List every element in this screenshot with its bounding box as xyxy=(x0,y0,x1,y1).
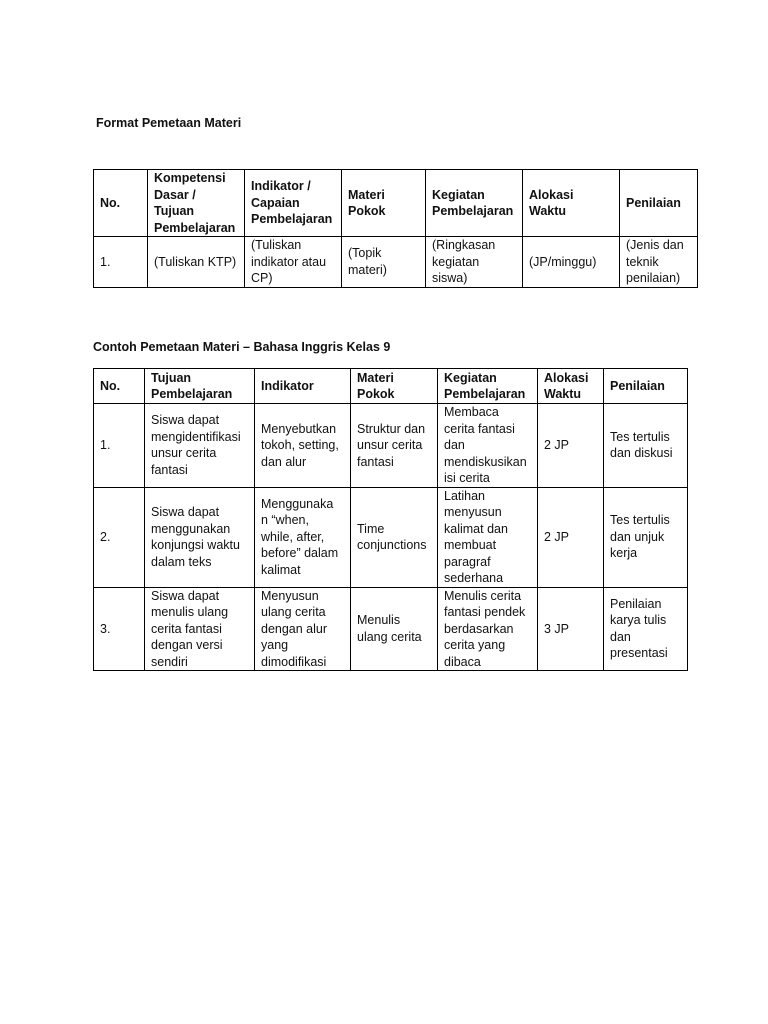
cell-no: 1. xyxy=(94,404,145,488)
cell-alokasi: (JP/minggu) xyxy=(523,237,620,288)
header-penilaian: Penilaian xyxy=(620,170,698,237)
cell-kompetensi-dasar: (Tuliskan KTP) xyxy=(148,237,245,288)
cell-materi-pokok: Menulis ulang cerita xyxy=(351,587,438,671)
cell-no: 2. xyxy=(94,487,145,587)
cell-tujuan: Siswa dapat mengidentifikasi unsur cerita fantasi xyxy=(145,404,255,488)
cell-indikator: Menyebutkan tokoh, setting, dan alur xyxy=(255,404,351,488)
contoh-table xyxy=(93,368,688,671)
cell-penilaian: (Jenis dan teknik penilaian) xyxy=(620,237,698,288)
cell-materi-pokok: (Topik materi) xyxy=(342,237,426,288)
cell-kegiatan: (Ringkasan kegiatan siswa) xyxy=(426,237,523,288)
cell-alokasi: 2 JP xyxy=(538,404,604,488)
header-indikator: Indikator / Capaian Pembelajaran xyxy=(245,170,342,237)
cell-kegiatan: Menulis cerita fantasi pendek berdasarkan cerita yang dibaca xyxy=(438,587,538,671)
header-kegiatan: Kegiatan Pembelajaran xyxy=(426,170,523,237)
cell-materi-pokok: Time conjunctions xyxy=(351,487,438,587)
header-kegiatan: Kegiatan Pembelajaran xyxy=(438,369,538,404)
cell-tujuan: Siswa dapat menggunakan konjungsi waktu dalam teks xyxy=(145,487,255,587)
cell-alokasi: 3 JP xyxy=(538,587,604,671)
header-no: No. xyxy=(94,170,148,237)
table-header-row xyxy=(94,170,698,237)
table-header-row xyxy=(94,369,688,404)
cell-penilaian: Tes tertulis dan diskusi xyxy=(604,404,688,488)
header-indikator: Indikator xyxy=(255,369,351,404)
header-materi-pokok: Materi Pokok xyxy=(351,369,438,404)
table-row xyxy=(94,404,688,488)
header-alokasi: Alokasi Waktu xyxy=(523,170,620,237)
header-no: No. xyxy=(94,369,145,404)
cell-penilaian: Tes tertulis dan unjuk kerja xyxy=(604,487,688,587)
format-title: Format Pemetaan Materi xyxy=(96,116,242,130)
table-row xyxy=(94,237,698,288)
table-row xyxy=(94,587,688,671)
cell-alokasi: 2 JP xyxy=(538,487,604,587)
header-penilaian: Penilaian xyxy=(604,369,688,404)
cell-indikator: Menggunaka n “when, while, after, before” dalam kalimat xyxy=(255,487,351,587)
format-table xyxy=(93,169,698,288)
cell-kegiatan: Membaca cerita fantasi dan mendiskusikan isi cerita xyxy=(438,404,538,488)
cell-no: 1. xyxy=(94,237,148,288)
header-kompetensi-dasar: Kompetensi Dasar / Tujuan Pembelajaran xyxy=(148,170,245,237)
cell-tujuan: Siswa dapat menulis ulang cerita fantasi dengan versi sendiri xyxy=(145,587,255,671)
header-materi-pokok: Materi Pokok xyxy=(342,170,426,237)
cell-materi-pokok: Struktur dan unsur cerita fantasi xyxy=(351,404,438,488)
cell-indikator: Menyusun ulang cerita dengan alur yang dimodifikasi xyxy=(255,587,351,671)
cell-kegiatan: Latihan menyusun kalimat dan membuat paragraf sederhana xyxy=(438,487,538,587)
cell-no: 3. xyxy=(94,587,145,671)
table-row xyxy=(94,487,688,587)
contoh-title: Contoh Pemetaan Materi – Bahasa Inggris Kelas 9 xyxy=(93,340,391,354)
header-alokasi: Alokasi Waktu xyxy=(538,369,604,404)
header-tujuan: Tujuan Pembelajaran xyxy=(145,369,255,404)
cell-indikator: (Tuliskan indikator atau CP) xyxy=(245,237,342,288)
cell-penilaian: Penilaian karya tulis dan presentasi xyxy=(604,587,688,671)
